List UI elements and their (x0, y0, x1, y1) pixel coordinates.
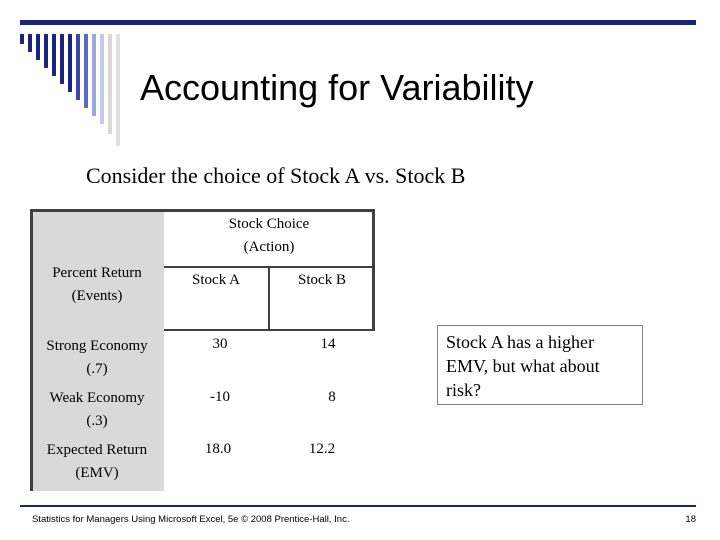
cell-stock-b: 8 (328, 389, 336, 405)
column-header-stock-b: Stock B (298, 272, 346, 288)
callout-box (437, 325, 643, 405)
column-header-stock-a: Stock A (192, 272, 240, 288)
table-row (30, 439, 164, 485)
cell-stock-a: 18.0 (204, 441, 232, 457)
top-rule (20, 20, 696, 25)
table-header (164, 213, 374, 259)
row-probability: (.3) (86, 413, 108, 429)
row-header (30, 262, 164, 308)
slide-title: Accounting for Variability (140, 67, 534, 108)
row-header-line2: (Events) (71, 288, 123, 304)
slide-subtitle: Consider the choice of Stock A vs. Stock B (86, 163, 466, 188)
row-header-line1: Percent Return (52, 265, 142, 281)
footer-text: Statistics for Managers Using Microsoft Excel, 5e © 2008 Prentice-Hall, Inc. (32, 514, 350, 525)
callout-text: Stock A has a higher EMV, but what about risk? (446, 332, 600, 400)
bottom-rule (20, 505, 696, 507)
row-label: Weak Economy (49, 390, 145, 406)
decorative-bars (20, 34, 130, 146)
table-row (30, 387, 164, 433)
header-line1: Stock Choice (228, 216, 310, 232)
cell-stock-a: -10 (210, 389, 230, 405)
table-row (30, 335, 164, 381)
cell-stock-b: 12.2 (308, 441, 336, 457)
row-label: Strong Economy (46, 338, 148, 354)
table-row-divider (164, 329, 374, 331)
cell-stock-a: 30 (212, 336, 228, 352)
cell-stock-b: 14 (320, 336, 336, 352)
row-probability: (.7) (86, 361, 108, 377)
page-number: 18 (685, 514, 696, 525)
row-probability: (EMV) (75, 465, 119, 481)
row-label: Expected Return (46, 442, 148, 458)
header-line2: (Action) (243, 239, 295, 255)
